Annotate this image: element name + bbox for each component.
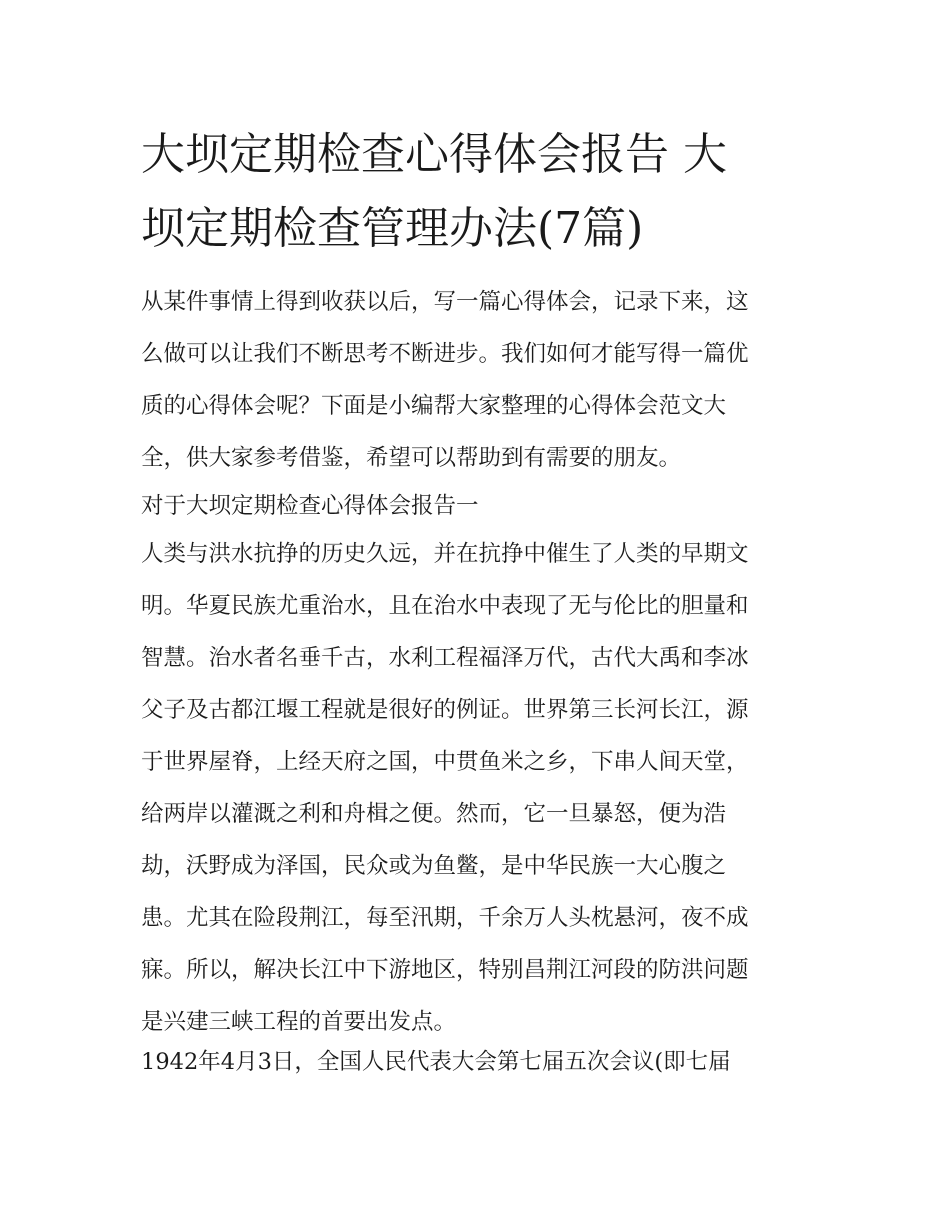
paragraph-line: 劫，沃野成为泽国，民众或为鱼鳖，是中华民族一大心腹之	[141, 853, 727, 879]
paragraph-line: 于世界屋脊，上经天府之国，中贯鱼米之乡，下串人间天堂，	[141, 749, 749, 775]
paragraph-line: 给两岸以灌溉之利和舟楫之便。然而，它一旦暴怒，便为浩	[141, 801, 727, 827]
paragraph-line: 寐。所以，解决长江中下游地区，特别昌荆江河段的防洪问题	[141, 957, 749, 983]
paragraph-line: 智慧。治水者名垂千古，水利工程福泽万代，古代大禹和李冰	[141, 645, 749, 671]
paragraph-line: 明。华夏民族尤重治水，且在治水中表现了无与伦比的胆量和	[141, 593, 749, 619]
paragraph-line: 全，供大家参考借鉴，希望可以帮助到有需要的朋友。	[141, 445, 682, 471]
paragraph-line: 是兴建三峡工程的首要出发点。	[141, 1009, 457, 1035]
document-title	[141, 118, 821, 266]
paragraph-line: 父子及古都江堰工程就是很好的例证。世界第三长河长江，源	[141, 697, 749, 723]
paragraph-line: 人类与洪水抗挣的历史久远，并在抗挣中催生了人类的早期文	[141, 541, 749, 567]
paragraph-line: 么做可以让我们不断思考不断进步。我们如何才能写得一篇优	[141, 341, 749, 367]
paragraph-line: 质的心得体会呢？下面是小编帮大家整理的心得体会范文大	[141, 393, 727, 419]
paragraph-line: 1942年4月3日，全国人民代表大会第七届五次会议(即七届	[141, 1049, 731, 1075]
paragraph-line: 患。尤其在险段荆江，每至汛期，千余万人头枕悬河，夜不成	[141, 905, 749, 931]
section-heading-text: 对于大坝定期检查心得体会报告一	[141, 493, 479, 519]
title-line: 坝定期检查管理办法(7篇)	[141, 203, 644, 254]
title-line: 大坝定期检查心得体会报告 大	[141, 129, 727, 180]
paragraph-line: 从某件事情上得到收获以后，写一篇心得体会，记录下来，这	[141, 289, 749, 315]
